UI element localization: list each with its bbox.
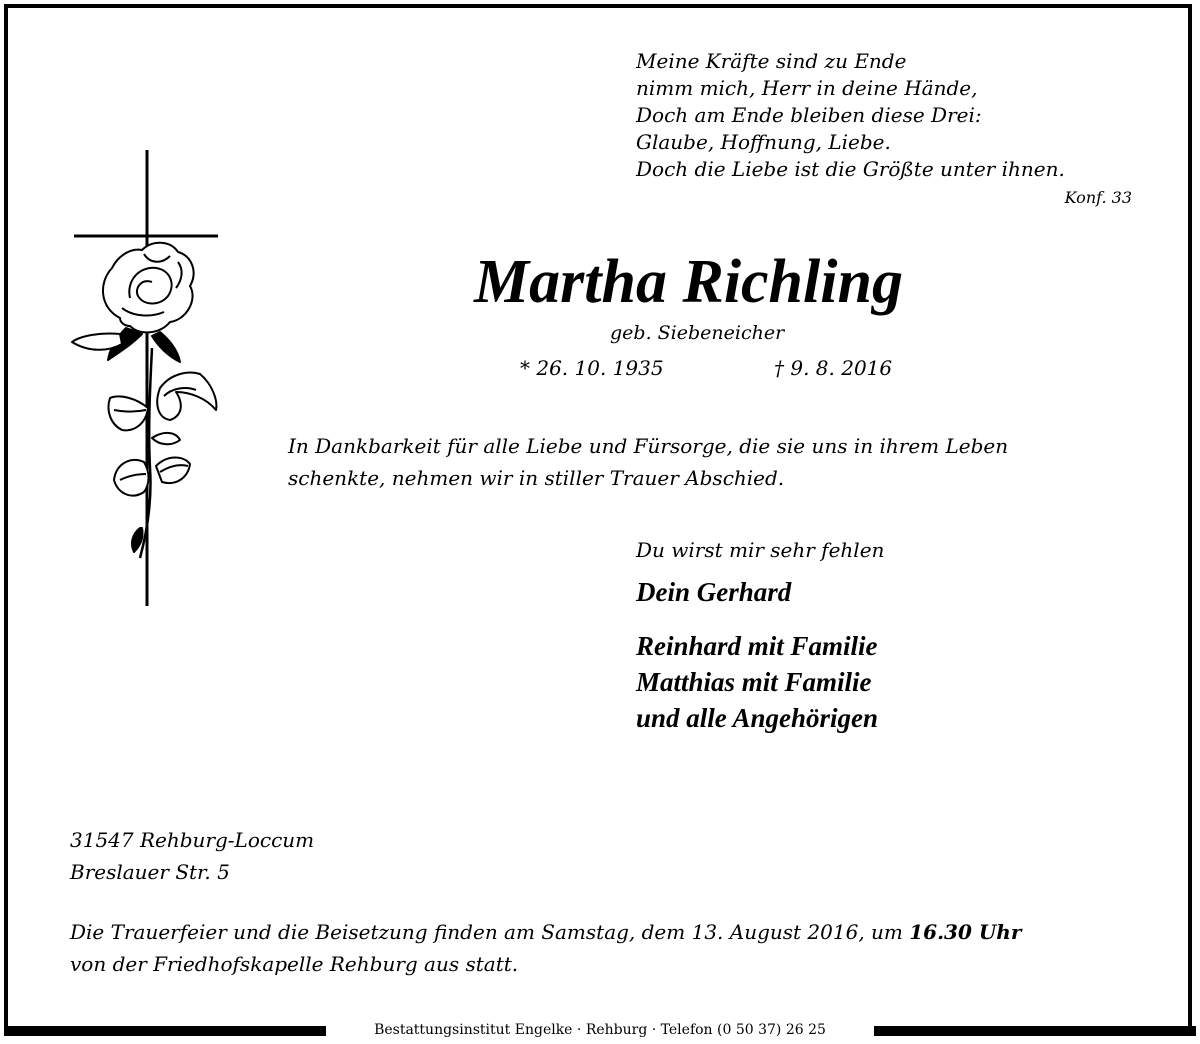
message-line: schenkte, nehmen wir in stiller Trauer Abschied. bbox=[288, 466, 785, 490]
mourner-item: und alle Angehörigen bbox=[636, 703, 879, 733]
gratitude-message bbox=[288, 430, 1148, 494]
address-city: 31547 Rehburg-Loccum bbox=[70, 828, 315, 852]
ceremony-line bbox=[70, 916, 1021, 948]
family-address bbox=[70, 824, 314, 888]
mourner-item: Matthias mit Familie bbox=[636, 667, 872, 697]
address-street: Breslauer Str. 5 bbox=[70, 860, 230, 884]
verse-line: Glaube, Hoffnung, Liebe. bbox=[636, 130, 891, 154]
mourner-primary: Dein Gerhard bbox=[636, 577, 792, 607]
funeral-home-footer: Bestattungsinstitut Engelke · Rehburg · Telefon (0 50 37) 26 25 bbox=[374, 1022, 826, 1038]
ceremony-info bbox=[70, 916, 1021, 980]
mourner-list bbox=[636, 628, 878, 736]
verse-line: Doch am Ende bleiben diese Drei: bbox=[636, 103, 982, 127]
verse-line: Doch die Liebe ist die Größte unter ihnen. bbox=[636, 157, 1065, 181]
farewell-line: Du wirst mir sehr fehlen bbox=[636, 538, 885, 562]
rose-icon bbox=[72, 243, 216, 558]
footer-bar-right bbox=[874, 1026, 1196, 1036]
verse-line: Meine Kräfte sind zu Ende bbox=[636, 49, 907, 73]
verse-source: Konf. 33 bbox=[1064, 188, 1132, 207]
ceremony-time: 16.30 Uhr bbox=[909, 920, 1022, 944]
verse bbox=[636, 48, 1065, 183]
birth-date: * 26. 10. 1935 bbox=[520, 356, 664, 380]
message-line: In Dankbarkeit für alle Liebe und Fürsorge, die sie uns in ihrem Leben bbox=[288, 434, 1009, 458]
verse-line: nimm mich, Herr in deine Hände, bbox=[636, 76, 978, 100]
death-date: † 9. 8. 2016 bbox=[774, 356, 893, 380]
cross-rose-emblem bbox=[60, 148, 230, 608]
maiden-name: geb. Siebeneicher bbox=[610, 322, 785, 344]
footer-bar-left bbox=[4, 1026, 326, 1036]
mourner-item: Reinhard mit Familie bbox=[636, 631, 878, 661]
ceremony-line: von der Friedhofskapelle Rehburg aus statt. bbox=[70, 952, 519, 976]
deceased-name: Martha Richling bbox=[474, 248, 903, 316]
ceremony-text: Die Trauerfeier und die Beisetzung finden am Samstag, dem 13. August 2016, um bbox=[70, 920, 910, 944]
